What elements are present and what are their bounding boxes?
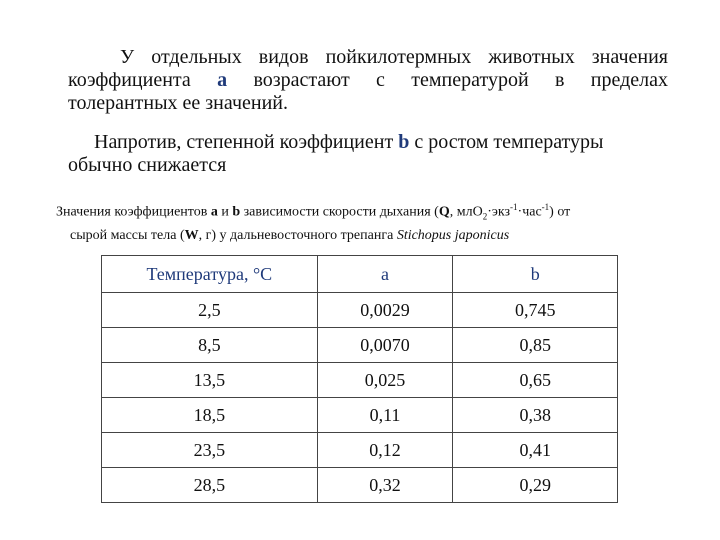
cell-b: 0,745 bbox=[453, 293, 618, 328]
paragraph1-line2-pre: коэффициента bbox=[68, 69, 191, 91]
cell-a: 0,11 bbox=[317, 398, 453, 433]
paragraph1-line3: толерантных ее значений. bbox=[68, 92, 289, 114]
table-row bbox=[102, 398, 618, 433]
paragraph1-line2-post: возрастают с температурой в пределах bbox=[253, 69, 668, 91]
cell-a: 0,0029 bbox=[317, 293, 453, 328]
table-header-row bbox=[102, 256, 618, 293]
table-row bbox=[102, 293, 618, 328]
caption-text: Значения коэффициентов bbox=[56, 204, 211, 220]
paragraph1-line1: У отдельных видов пойкилотермных животных значения bbox=[120, 46, 668, 68]
caption-superscript: -1 bbox=[541, 202, 550, 212]
caption-text: , г) у дальневосточного трепанга bbox=[198, 228, 397, 244]
cell-temperature: 13,5 bbox=[102, 363, 318, 398]
header-b: b bbox=[453, 256, 618, 293]
cell-b: 0,41 bbox=[453, 433, 618, 468]
coefficient-a: a bbox=[217, 69, 228, 91]
caption-text: сырой массы тела ( bbox=[70, 228, 185, 244]
cell-temperature: 8,5 bbox=[102, 328, 318, 363]
cell-b: 0,29 bbox=[453, 468, 618, 503]
caption-line1 bbox=[56, 197, 676, 226]
caption-line2 bbox=[56, 226, 676, 246]
caption-superscript: -1 bbox=[510, 202, 518, 212]
caption-w: W bbox=[184, 228, 199, 244]
cell-b: 0,38 bbox=[453, 398, 618, 433]
caption-b: b bbox=[232, 204, 241, 220]
table-row bbox=[102, 328, 618, 363]
cell-a: 0,025 bbox=[317, 363, 453, 398]
paragraph-b-decrease bbox=[68, 131, 668, 177]
caption-subscript: 2 bbox=[482, 211, 488, 222]
caption-a: a bbox=[210, 204, 218, 220]
caption-text: ·час bbox=[517, 204, 542, 220]
caption-q: Q bbox=[438, 204, 450, 220]
paragraph2-line2: обычно снижается bbox=[68, 154, 227, 176]
caption-text: , млO bbox=[449, 204, 483, 220]
coefficient-b: b bbox=[398, 131, 410, 153]
cell-a: 0,12 bbox=[317, 433, 453, 468]
cell-a: 0,0070 bbox=[317, 328, 453, 363]
paragraph2-line1-post: с ростом температуры bbox=[414, 131, 604, 153]
table-caption bbox=[56, 197, 676, 246]
header-a: a bbox=[317, 256, 453, 293]
table-row bbox=[102, 363, 618, 398]
cell-b: 0,65 bbox=[453, 363, 618, 398]
cell-temperature: 18,5 bbox=[102, 398, 318, 433]
caption-text: и bbox=[217, 204, 233, 220]
table-row bbox=[102, 433, 618, 468]
cell-temperature: 23,5 bbox=[102, 433, 318, 468]
cell-temperature: 2,5 bbox=[102, 293, 318, 328]
paragraph2-line1 bbox=[68, 131, 668, 154]
table-row bbox=[102, 468, 618, 503]
paragraph1-line2 bbox=[68, 69, 668, 92]
caption-text: ·экз bbox=[487, 204, 511, 220]
header-temperature: Температура, °С bbox=[102, 256, 318, 293]
cell-temperature: 28,5 bbox=[102, 468, 318, 503]
coefficients-table bbox=[101, 255, 618, 503]
cell-b: 0,85 bbox=[453, 328, 618, 363]
paragraph2-line1-pre: Напротив, степенной коэффициент bbox=[94, 131, 394, 153]
caption-text: ) от bbox=[549, 204, 571, 220]
species-name: Stichopus japonicus bbox=[396, 228, 510, 244]
cell-a: 0,32 bbox=[317, 468, 453, 503]
paragraph-a-increase bbox=[68, 46, 668, 115]
caption-text: зависимости скорости дыхания ( bbox=[240, 204, 439, 220]
